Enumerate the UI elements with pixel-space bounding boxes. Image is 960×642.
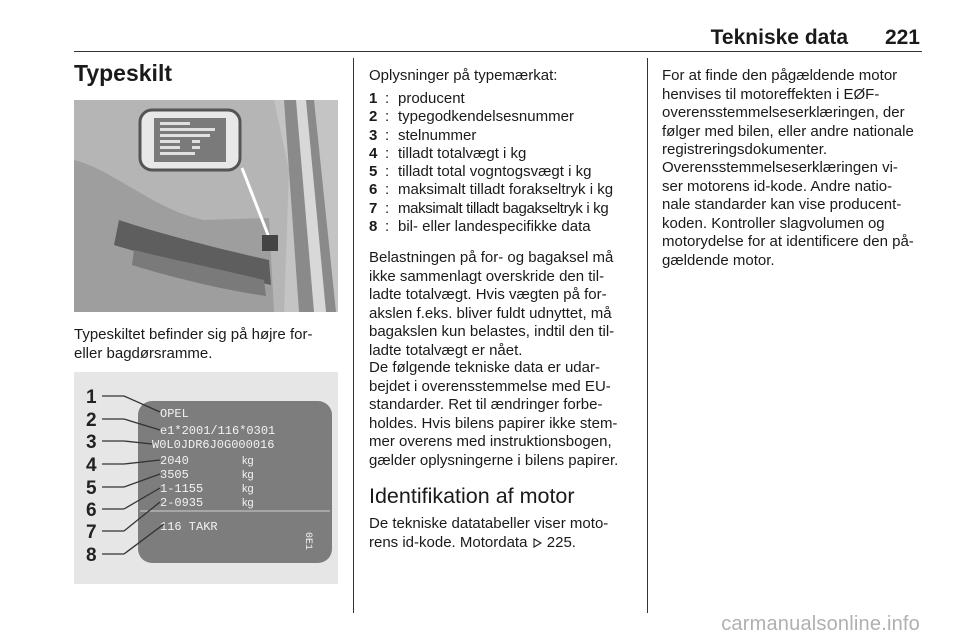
header-rule xyxy=(74,51,922,52)
page-reference-link[interactable]: 225. xyxy=(546,533,576,551)
legend-number: 7 xyxy=(369,199,377,217)
legend-number: 6 xyxy=(369,181,378,199)
site-watermark: carmanualsonline.info xyxy=(721,613,920,635)
engine-identification-text xyxy=(369,515,637,552)
paragraph-line: holdes. Hvis bilens papirer ikke stem- xyxy=(369,414,618,432)
plate-line-7: 2-0935 xyxy=(160,496,204,510)
legend-item xyxy=(369,163,637,181)
page-reference-arrow-icon xyxy=(533,538,542,548)
callout-number: 3 xyxy=(86,432,97,453)
legend-item xyxy=(369,127,637,145)
callout-number: 5 xyxy=(86,478,97,499)
legend-item xyxy=(369,181,637,199)
legend-number: 4 xyxy=(369,144,378,162)
legend-number: 5 xyxy=(369,163,378,181)
load-paragraph xyxy=(369,249,641,360)
legend-item xyxy=(369,90,637,108)
legend-item xyxy=(369,200,637,218)
paragraph-line: nale standarder kan vise producent- xyxy=(662,196,902,213)
plate-vertical-code: 0E1 xyxy=(302,532,313,551)
paragraph-text: rens id-kode. Motordata xyxy=(369,533,528,551)
legend-text: tilladt totalvægt i kg xyxy=(398,144,527,162)
plate-line-6: 1-1155 xyxy=(160,482,204,496)
legend-text: typegodkendelsesnummer xyxy=(398,108,574,126)
legend-separator: : xyxy=(385,144,390,162)
callout-number: 6 xyxy=(86,500,97,521)
legend-separator: : xyxy=(385,90,390,107)
legend-separator: : xyxy=(385,126,390,144)
plate-unit: kg xyxy=(242,469,254,481)
legend-separator: : xyxy=(385,181,390,199)
typeplate-intro: Oplysninger på typemærkat: xyxy=(369,67,558,84)
tech-data-paragraph xyxy=(369,359,641,470)
plate-unit: kg xyxy=(242,497,254,509)
type-plate-diagram xyxy=(74,372,338,584)
section-heading: Typeskilt xyxy=(74,60,172,86)
legend-number: 2 xyxy=(369,108,378,126)
callout-number: 8 xyxy=(86,545,97,566)
callout-number: 1 xyxy=(86,387,97,408)
legend-text: maksimalt tilladt bagakseltryk i kg xyxy=(398,199,609,217)
plate-line-5: 3505 xyxy=(160,468,189,482)
page-number: 221 xyxy=(884,26,920,49)
legend-text: bil- eller landespecifikke data xyxy=(398,218,591,236)
paragraph-line: mer overens med instruktionsbogen, xyxy=(369,433,612,450)
plate-location-line: Typeskiltet befinder sig på højre for- xyxy=(74,326,313,343)
paragraph-line: For at finde den pågældende motor xyxy=(662,67,898,84)
legend-number: 8 xyxy=(369,218,378,236)
legend-number: 3 xyxy=(369,126,378,144)
paragraph-line: ikke sammenlagt overskride den til- xyxy=(369,267,605,285)
paragraph-line: gældende motor. xyxy=(662,251,775,269)
engine-identification-heading: Identifikation af motor xyxy=(369,484,575,508)
paragraph-line xyxy=(369,534,637,553)
paragraph-line: ladte totalvægt er nået. xyxy=(369,341,523,359)
legend-number: 1 xyxy=(369,90,378,107)
legend-item xyxy=(369,108,637,126)
page-header-title: Tekniske data xyxy=(710,26,848,49)
paragraph-line: akslen f.eks. bliver fuldt udnyttet, må xyxy=(369,304,612,322)
plate-unit: kg xyxy=(242,455,254,467)
paragraph-line: koden. Kontroller slagvolumen og xyxy=(662,214,885,232)
typeplate-legend xyxy=(369,90,637,236)
paragraph-line: motorydelse for at identificere den på- xyxy=(662,233,914,250)
paragraph-line: følger med bilen, eller andre nationale xyxy=(662,122,914,140)
callout-number: 4 xyxy=(86,455,97,476)
plate-line-2: e1*2001/116*0301 xyxy=(160,424,276,438)
legend-separator: : xyxy=(385,218,390,236)
engine-paragraph-1 xyxy=(662,67,932,160)
plate-location-line: eller bagdørsramme. xyxy=(74,344,213,362)
legend-item xyxy=(369,145,637,163)
plate-location-text xyxy=(74,326,342,363)
legend-separator: : xyxy=(385,108,390,126)
callout-number: 7 xyxy=(86,522,97,543)
paragraph-line: ser motorens id-kode. Andre natio- xyxy=(662,177,893,195)
plate-line-4: 2040 xyxy=(160,454,189,468)
plate-line-8: 116 TAKR xyxy=(160,520,218,534)
legend-text: maksimalt tilladt forakseltryk i kg xyxy=(398,181,614,199)
door-frame-photo xyxy=(74,100,338,312)
legend-text: producent xyxy=(398,90,465,107)
paragraph-line: gælder oplysningerne i bilens papirer. xyxy=(369,451,619,469)
legend-separator: : xyxy=(385,163,390,181)
paragraph-line: De tekniske datatabeller viser moto- xyxy=(369,515,609,532)
engine-paragraph-2 xyxy=(662,159,932,270)
paragraph-line: overensstemmelseserklæringen, der xyxy=(662,104,905,121)
plate-unit: kg xyxy=(242,483,254,495)
paragraph-line: bagakslen kun belastes, indtil den til- xyxy=(369,323,615,340)
paragraph-line: registreringsdokumenter. xyxy=(662,141,828,158)
paragraph-line: bejdet i overensstemmelse med EU- xyxy=(369,377,611,395)
legend-separator: : xyxy=(385,199,389,217)
legend-item xyxy=(369,218,637,236)
paragraph-line: De følgende tekniske data er udar- xyxy=(369,359,600,376)
paragraph-line: Belastningen på for- og bagaksel må xyxy=(369,249,614,266)
column-divider-left xyxy=(353,58,354,613)
plate-line-1: OPEL xyxy=(160,407,189,421)
paragraph-line: standarder. Ret til ændringer forbe- xyxy=(369,396,603,413)
paragraph-line: ladte totalvægt. Hvis vægten på for- xyxy=(369,286,607,303)
legend-text: stelnummer xyxy=(398,126,477,144)
column-divider-right xyxy=(647,58,648,613)
callout-number: 2 xyxy=(86,410,97,431)
plate-line-3: W0L0JDR6J0G000016 xyxy=(152,438,275,452)
legend-text: tilladt total vogntogsvægt i kg xyxy=(398,163,592,181)
paragraph-line: henvises til motoreffekten i EØF- xyxy=(662,85,880,103)
paragraph-line: Overensstemmelseserklæringen vi- xyxy=(662,159,898,176)
